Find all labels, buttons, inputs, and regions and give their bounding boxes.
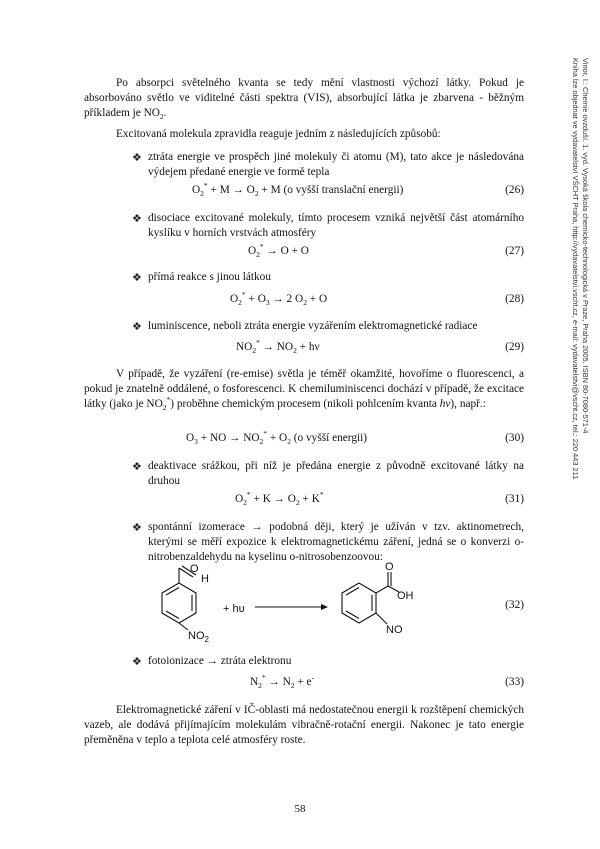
side-citation-line-1: Vinor, I.: Chemie ovzduší. 1. vyd. Vysoká škola chemicko-technologická v Praze, Praha 2005. ISBN 80-7080-571-4 bbox=[581, 58, 590, 434]
bullet-dissociation: disociace excitované molekuly, tímto procesem vzniká největší část atomárního kyslíku v horních vrstvách atmosféry bbox=[148, 212, 524, 239]
bullet-diamond-icon: ❖ bbox=[132, 151, 142, 164]
nitro-group-label: $NO_2$ bbox=[188, 630, 209, 644]
bullet-diamond-icon: ❖ bbox=[132, 655, 142, 668]
equation-number-27: (27) bbox=[505, 245, 524, 257]
bullet-energy-loss: ztráta energie ve prospěch jiné molekuly či atomu (M), tato akce je následována výdejem předané energie ve formě tepla bbox=[148, 151, 524, 178]
plus-hv-label: + hυ bbox=[223, 603, 245, 615]
reaction-arrow bbox=[255, 604, 328, 610]
reaction-scheme-32 bbox=[135, 562, 455, 644]
equation-27: $O_2^* \to O + O$ bbox=[248, 242, 309, 259]
bullet-diamond-icon: ❖ bbox=[132, 271, 142, 284]
equation-30: $O_3$ + NO → $NO_2^* + O_2$ (o vyšší energii) bbox=[186, 429, 368, 446]
equation-number-32: (32) bbox=[505, 599, 524, 611]
equation-number-33: (33) bbox=[505, 676, 524, 688]
o-nitrobenzaldehyde-structure bbox=[162, 566, 196, 630]
bullet-diamond-icon: ❖ bbox=[132, 212, 142, 225]
paragraph-absorption: Po absorpci světelného kvanta se tedy mění vlastnosti výchozí látky. Pokud je absorbováno světlo ve viditelné části spektra (VIS), absorbující látka je zbarvena - běžným příkladem je $NO_2$. bbox=[84, 77, 524, 121]
page-number: 58 bbox=[294, 803, 306, 815]
paragraph-fluorescence: V případě, že vyzáření (re-emise) světla je téměř okamžité, hovoříme o fluorescenci, a pokud je znatelně oddálené, o fosforescenci. K chemiluminiscenci dochází v případě, že excitace látky (jako je $NO_2^*$) proběhne chemickým procesem (nikoli pohlcením kvanta hν), např.: bbox=[84, 368, 524, 412]
equation-number-29: (29) bbox=[505, 341, 524, 353]
bullet-photoionization: fotoionizace → ztráta elektronu bbox=[148, 655, 292, 667]
paragraph-infrared: Elektromagnetické záření v IČ-oblasti má nedostatečnou energii k rozštěpení chemických vazeb, ale dodává přijímajícím molekulám vibračně-rotační energii. Nakonec je tato energie přeměněna v teplo a teplota celé atmosféry roste. bbox=[84, 704, 524, 746]
bullet-collision-deactivation: deaktivace srážkou, při níž je předána energie z původně excitované látky na druhou bbox=[148, 460, 524, 487]
equation-33: $N_2^* \to N_2 + e^-$ bbox=[250, 673, 315, 690]
equation-number-26: (26) bbox=[505, 184, 524, 196]
side-citation bbox=[570, 58, 590, 558]
bullet-luminescence: luminiscence, neboli ztráta energie vyzářením elektromagnetické radiace bbox=[148, 320, 478, 332]
hydroxyl-label: OH bbox=[397, 590, 414, 602]
equation-number-31: (31) bbox=[505, 493, 524, 505]
aldehyde-oxygen-label: O bbox=[190, 563, 199, 575]
bullet-diamond-icon: ❖ bbox=[132, 320, 142, 333]
side-citation-line-2: Kniha lze objednat ve vydavatelství VŠCHT Praha, http://vydavatelstvi.vscht.cz, e-mail: vydavatelstvi@vscht.cz, tel.: 220 443 211 bbox=[571, 58, 580, 480]
carboxyl-oxygen-label: O bbox=[385, 562, 394, 573]
paragraph-excited-molecule: Excitovaná molekula zpravidla reaguje jedním z následujících způsobů: bbox=[116, 128, 441, 140]
equation-28: $O_2^* + O_3 \to 2$ $O_2 + O$ bbox=[230, 290, 328, 307]
o-nitrosobenzoic-acid-structure bbox=[342, 572, 399, 624]
bullet-diamond-icon: ❖ bbox=[132, 460, 142, 473]
bullet-diamond-icon: ❖ bbox=[132, 521, 142, 534]
bullet-isomerization: spontánní izomerace → podobná ději, který je užíván v tzv. aktinometrech, kterými se měří expozice k elektromagnetickému záření, jedná se o konverzi o-nitrobenzaldehydu na kyselinu o-nitrosobenzoovou: bbox=[148, 521, 524, 563]
equation-29: $NO_2^* \to NO_2 + h\nu$ bbox=[236, 338, 320, 355]
equation-26: $O_2^* + M \to O_2 + M$ (o vyšší translační energii) bbox=[192, 181, 404, 198]
equation-31: $O_2^* + K \to O_2 + K^*$ bbox=[235, 490, 324, 507]
bullet-direct-reaction: přímá reakce s jinou látkou bbox=[148, 271, 271, 283]
nitroso-group-label: NO bbox=[386, 624, 403, 636]
equation-number-28: (28) bbox=[505, 293, 524, 305]
equation-number-30: (30) bbox=[505, 432, 524, 444]
aldehyde-hydrogen-label: H bbox=[201, 573, 209, 585]
